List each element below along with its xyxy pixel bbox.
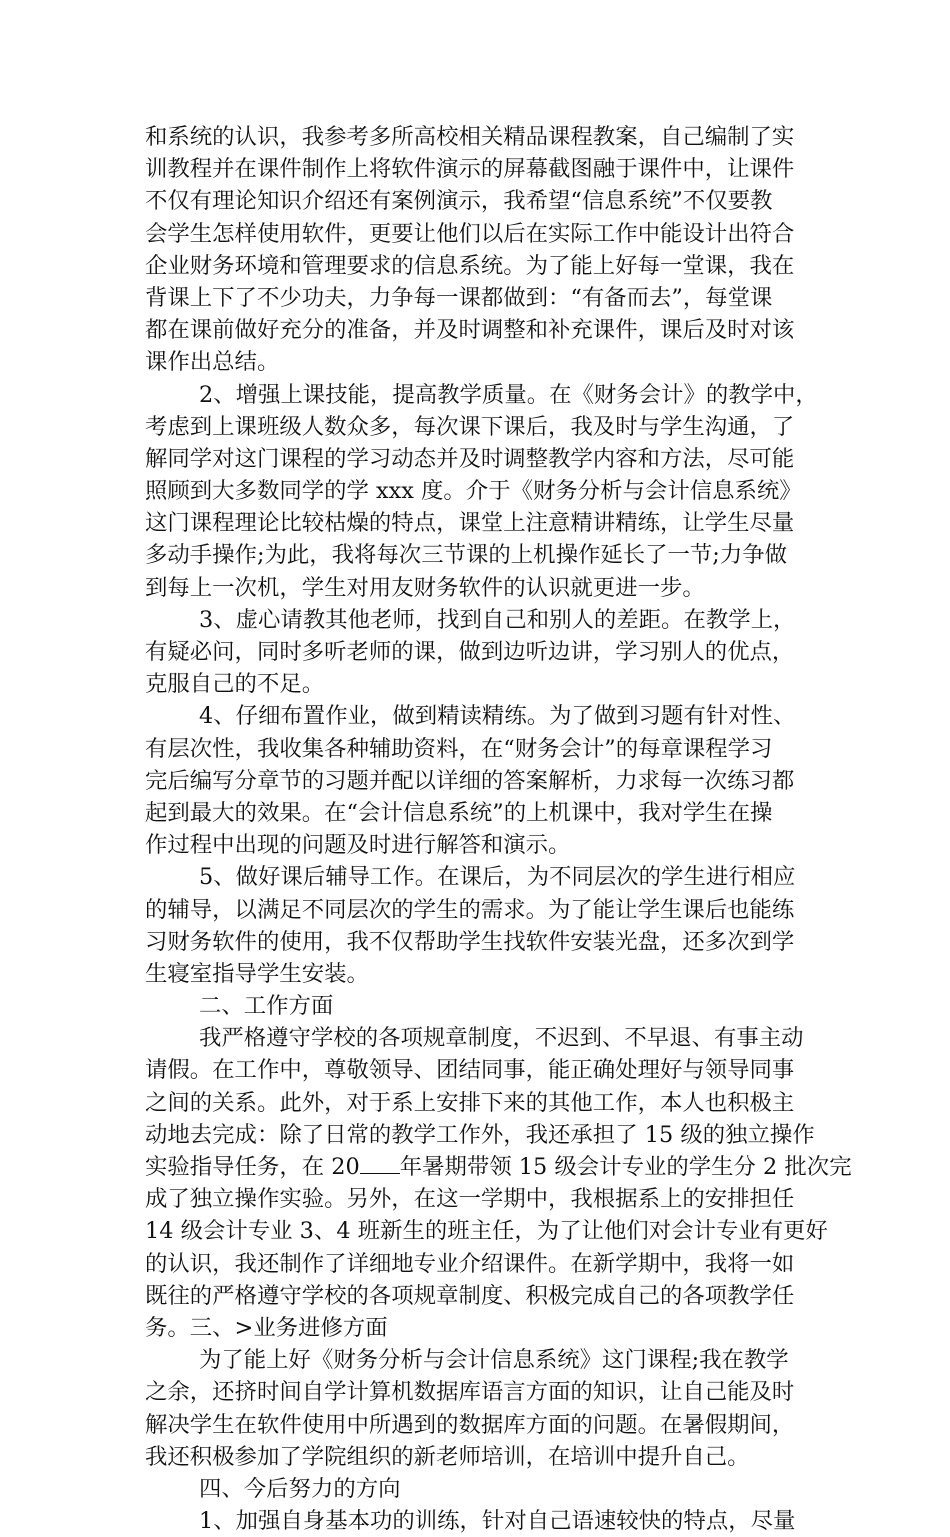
text-line: 起到最大的效果。在“会计信息系统”的上机课中，我对学生在操: [145, 799, 773, 826]
text-fragment: 实验指导任务，在 20: [145, 1154, 360, 1180]
text-line: 我还积极参加了学院组织的新老师培训，在培训中提升自己。: [145, 1443, 750, 1470]
text-line: 动地去完成：除了日常的教学工作外，我还承担了 15 级的独立操作: [145, 1121, 815, 1148]
text-line: 既往的严格遵守学校的各项规章制度、积极完成自己的各项教学任: [145, 1282, 795, 1309]
text-line: 解决学生在软件使用中所遇到的数据库方面的问题。在暑假期间，: [145, 1411, 795, 1438]
text-line: 的认识，我还制作了详细地专业介绍课件。在新学期中，我将一如: [145, 1250, 795, 1277]
text-line: 生寝室指导学生安装。: [145, 960, 369, 987]
text-fragment: 年暑期带领 15 级会计专业的学生分 2 批次完: [399, 1154, 852, 1180]
text-line: 之余，还挤时间自学计算机数据库语言方面的知识，让自己能及时: [145, 1379, 795, 1406]
text-line: 习财务软件的使用，我不仅帮助学生找软件安装光盘，还多次到学: [145, 928, 795, 955]
text-line: 到每上一次机，学生对用友财务软件的认识就更进一步。: [145, 574, 705, 601]
paragraph-start: 4、仔细布置作业，做到精读精练。为了做到习题有针对性、: [199, 703, 796, 730]
text-line: 这门课程理论比较枯燥的特点，课堂上注意精讲精练，让学生尽量: [145, 510, 795, 537]
paragraph-start: 3、虚心请教其他老师，找到自己和别人的差距。在教学上，: [199, 606, 796, 633]
text-line: 多动手操作;为此，我将每次三节课的上机操作延长了一节;力争做: [145, 542, 788, 569]
text-line: 有层次性，我收集各种辅助资料，在“财务会计”的每章课程学习: [145, 735, 773, 762]
text-line: 不仅有理论知识介绍还有案例演示，我希望“信息系统”不仅要教: [145, 188, 773, 215]
text-line: 的辅导，以满足不同层次的学生的需求。为了能让学生课后也能练: [145, 896, 795, 923]
text-line: 课作出总结。: [145, 349, 280, 376]
text-line: 请假。在工作中，尊敬领导、团结同事，能正确处理好与领导同事: [145, 1057, 795, 1084]
text-line: 14 级会计专业 3、4 班新生的班主任，为了让他们对会计专业有更好: [145, 1218, 828, 1245]
text-line: 照顾到大多数同学的学 xxx 度。介于《财务分析与会计信息系统》: [145, 478, 802, 505]
text-line: 之间的关系。此外，对于系上安排下来的其他工作，本人也积极主: [145, 1089, 795, 1116]
text-line: 训教程并在课件制作上将软件演示的屏幕截图融于课件中，让课件: [145, 156, 795, 183]
text-line: 作过程中出现的问题及时进行解答和演示。: [145, 832, 571, 859]
section-heading: 二、工作方面: [199, 993, 334, 1020]
fill-blank: [360, 1155, 400, 1174]
paragraph-start: 5、做好课后辅导工作。在课后，为不同层次的学生进行相应: [199, 864, 796, 891]
text-line: 完后编写分章节的习题并配以详细的答案解析，力求每一次练习都: [145, 767, 795, 794]
text-line: 有疑必问，同时多听老师的课，做到边听边讲，学习别人的优点，: [145, 639, 795, 665]
paragraph-start: 为了能上好《财务分析与会计信息系统》这门课程;我在教学: [199, 1347, 789, 1374]
paragraph-start: 我严格遵守学校的各项规章制度，不迟到、不早退、有事主动: [199, 1025, 804, 1052]
text-line: 都在课前做好充分的准备，并及时调整和补充课件，课后及时对该: [145, 317, 795, 344]
text-line: [145, 1151, 852, 1183]
text-line: 克服自己的不足。: [145, 671, 325, 698]
paragraph-start: 2、增强上课技能，提高教学质量。在《财务会计》的教学中，: [199, 381, 818, 408]
text-line: 解同学对这门课程的学习动态并及时调整教学内容和方法，尽可能: [145, 445, 795, 472]
text-line: 成了独立操作实验。另外，在这一学期中，我根据系上的安排担任: [145, 1186, 795, 1213]
text-line: 会学生怎样使用软件，更要让他们以后在实际工作中能设计出符合: [145, 220, 795, 247]
section-heading: 四、今后努力的方向: [199, 1475, 401, 1502]
text-line: 和系统的认识，我参考多所高校相关精品课程教案，自己编制了实: [145, 124, 795, 150]
paragraph-start: 1、加强自身基本功的训练，针对自己语速较快的特点，尽量: [199, 1508, 796, 1535]
document-body: [145, 121, 852, 1537]
text-line: 务。三、>业务进修方面: [145, 1314, 388, 1341]
text-line: 背课上下了不少功夫，力争每一课都做到：“有备而去”，每堂课: [145, 284, 773, 311]
text-line: 企业财务环境和管理要求的信息系统。为了能上好每一堂课，我在: [145, 252, 795, 279]
text-line: 考虑到上课班级人数众多，每次课下课后，我及时与学生沟通，了: [145, 413, 795, 440]
